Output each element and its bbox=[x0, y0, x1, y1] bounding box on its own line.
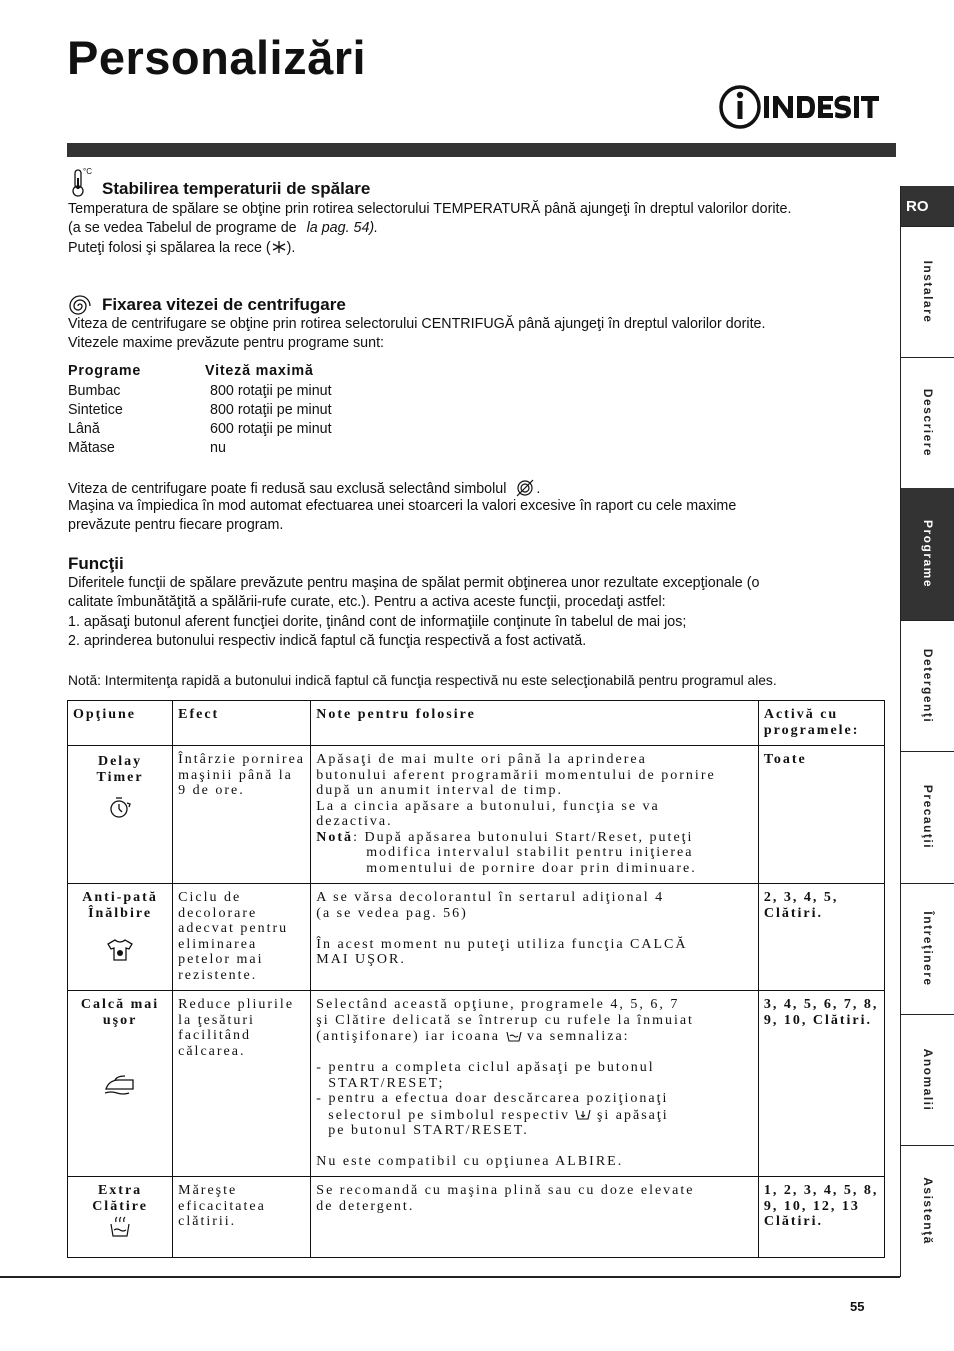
active-programs-cell: 2, 3, 4, 5, Clătiri. bbox=[758, 884, 884, 991]
note-line: de detergent. bbox=[316, 1198, 415, 1214]
functions-step-1: 1. apăsaţi butonul aferent funcţiei dorite, ţinând cont de informaţiile conţinute în tabelul de mai jos; bbox=[68, 614, 687, 630]
option-cell bbox=[68, 1177, 173, 1258]
page-number: 55 bbox=[850, 1299, 865, 1314]
extra-rinse-icon bbox=[109, 1216, 131, 1238]
language-label: RO bbox=[906, 198, 929, 215]
iron-icon bbox=[103, 1074, 137, 1096]
tab-label: Descriere bbox=[921, 388, 935, 457]
active-programs-cell: Toate bbox=[758, 746, 884, 884]
tab-anomalii[interactable] bbox=[901, 1014, 954, 1146]
indesit-logo-graphic bbox=[718, 84, 882, 130]
temperature-heading: Stabilirea temperaturii de spălare bbox=[102, 179, 371, 198]
option-cell bbox=[68, 991, 173, 1177]
language-tab[interactable] bbox=[901, 186, 954, 227]
note-line: momentului de pornire doar prin diminuare. bbox=[366, 860, 697, 876]
option-cell bbox=[68, 884, 173, 991]
spin-text-2: Vitezele maxime prevăzute pentru programe sunt: bbox=[68, 335, 385, 351]
note-line: Nu este compatibil cu opţiunea ALBIRE. bbox=[316, 1154, 624, 1169]
table-row-anti-pata bbox=[68, 884, 885, 991]
active-programs-cell bbox=[758, 1177, 884, 1258]
active-programs-rinse: Clătiri. bbox=[763, 1214, 823, 1229]
note-line: MAI UŞOR. bbox=[316, 952, 406, 967]
spin-note-3: prevăzute pentru fiecare program. bbox=[68, 517, 284, 533]
tab-label: Anomalii bbox=[921, 1048, 935, 1111]
note-text: va semnaliza: bbox=[527, 1029, 630, 1044]
note-line: Selectând această opţiune, programele 4, 5, 6, 7 bbox=[316, 997, 680, 1012]
option-cell bbox=[68, 746, 173, 884]
no-spin-icon bbox=[514, 478, 536, 498]
column-header-efect: Efect bbox=[173, 701, 311, 746]
temperature-text-2a: (a se vedea Tabelul de programe de bbox=[68, 220, 297, 236]
indesit-logo bbox=[718, 84, 882, 130]
notes-cell bbox=[311, 746, 759, 884]
tab-instalare[interactable] bbox=[901, 226, 954, 358]
note-line: modifica intervalul stabilit pentru iniţierea bbox=[366, 845, 694, 860]
spin-note-2: Maşina va împiedica în mod automat efectuarea unei stoarceri la valori excesive în raport cu cele maxime bbox=[68, 498, 737, 514]
temperature-text-3 bbox=[68, 239, 295, 258]
header-divider bbox=[67, 143, 896, 157]
note-line: dezactiva. bbox=[316, 814, 393, 829]
functions-text-2: calitate îmbunătăţită a spălării-rufe curate, etc.). Pentru a activa aceste funcţii, procedaţi astfel: bbox=[68, 594, 666, 610]
functions-text-1: Diferitele funcţii de spălare prevăzute pentru maşina de spălat permit obţinerea unor rezultate excepţionale (o bbox=[68, 575, 760, 591]
temperature-text-3b: ). bbox=[286, 240, 296, 256]
spin-note-1b: . bbox=[536, 481, 541, 497]
side-section-tabs bbox=[900, 186, 954, 1277]
note-line: după un anumit interval de timp. bbox=[316, 783, 564, 798]
speed-table-header-programe: Programe bbox=[68, 363, 142, 379]
note-line bbox=[316, 921, 753, 937]
column-header-optiune: Opţiune bbox=[68, 701, 173, 746]
tab-label: Precauţii bbox=[921, 784, 935, 850]
note-line: A se vărsa decolorantul în sertarul adiţional 4 bbox=[316, 890, 665, 905]
temperature-text-2 bbox=[68, 219, 378, 238]
bullet-line: START/RESET; bbox=[328, 1075, 445, 1091]
speed-program: Bumbac bbox=[68, 383, 121, 399]
tab-precautii[interactable] bbox=[901, 751, 954, 884]
note-text: (antişifonare) iar icoana bbox=[316, 1029, 500, 1044]
functions-note: Notă: Intermitenţa rapidă a butonului indică faptul că funcţia respectivă nu este selecţionabilă pentru programul ales. bbox=[68, 673, 777, 688]
column-header-note: Note pentru folosire bbox=[311, 701, 759, 746]
note-line: Se recomandă cu maşina plină sau cu doze elevate bbox=[316, 1183, 695, 1198]
notes-cell bbox=[311, 1177, 759, 1258]
active-programs-cell: 3, 4, 5, 6, 7, 8, 9, 10, Clătiri. bbox=[758, 991, 884, 1177]
effect-cell: Întârzie pornirea maşinii până la 9 de ore. bbox=[173, 746, 311, 884]
stained-shirt-icon bbox=[106, 937, 134, 963]
note-text: şi apăsaţi bbox=[596, 1107, 669, 1123]
nota-line bbox=[316, 830, 753, 846]
temperature-text-1: Temperatura de spălare se obţine prin rotirea selectorului TEMPERATURĂ până ajungeţi în dreptul valorilor dorite. bbox=[68, 201, 792, 217]
note-line bbox=[316, 1028, 753, 1045]
table-row-calca-mai-usor bbox=[68, 991, 885, 1177]
bullet-line: - pentru a completa ciclul apăsaţi pe butonul bbox=[316, 1060, 655, 1075]
nota-label: Notă bbox=[316, 829, 354, 845]
note-line: butonului aferent programării momentului de pornire bbox=[316, 767, 716, 783]
effect-cell: Ciclu de decolorare adecvat pentru eliminarea petelor mai rezistente. bbox=[173, 884, 311, 991]
page-title: Personalizări bbox=[67, 31, 367, 84]
cold-wash-icon bbox=[271, 240, 287, 254]
note-line: (a se vedea pag. 56) bbox=[316, 905, 468, 921]
note-line: şi Clătire delicată se întrerup cu rufele la înmuiat bbox=[316, 1012, 694, 1028]
note-text: selectorul pe simbolul respectiv bbox=[328, 1107, 570, 1123]
spacer bbox=[316, 1139, 753, 1155]
effect-cell: Reduce pliurile la ţesături facilitând călcarea. bbox=[173, 991, 311, 1177]
tab-intretinere[interactable] bbox=[901, 883, 954, 1015]
options-table bbox=[67, 700, 885, 1258]
speed-table-header-viteza: Viteză maximă bbox=[205, 363, 314, 379]
speed-program: Mătase bbox=[68, 440, 115, 456]
speed-value: 600 rotaţii pe minut bbox=[210, 421, 332, 437]
table-row-extra-clatire bbox=[68, 1177, 885, 1258]
tab-descriere[interactable] bbox=[901, 357, 954, 489]
speed-program: Sintetice bbox=[68, 402, 123, 418]
table-header-row bbox=[68, 701, 885, 746]
note-line: La a cincia apăsare a butonului, funcţia se va bbox=[316, 798, 660, 814]
bullet-line: pe butonul START/RESET. bbox=[328, 1123, 529, 1138]
speed-value: 800 rotaţii pe minut bbox=[210, 402, 332, 418]
tab-label: Instalare bbox=[921, 260, 935, 323]
tab-label: Întreţinere bbox=[921, 910, 935, 987]
soak-icon bbox=[506, 1028, 522, 1042]
notes-cell bbox=[311, 884, 759, 991]
temperature-text-3a: Puteţi folosi şi spălarea la rece ( bbox=[68, 240, 271, 256]
nota-text: : După apăsarea butonului Start/Reset, puteţi bbox=[353, 829, 694, 845]
note-line: Apăsaţi de mai multe ori până la aprinderea bbox=[316, 752, 647, 767]
bullet-line bbox=[316, 1107, 753, 1124]
spin-heading: Fixarea vitezei de centrifugare bbox=[102, 295, 346, 314]
tab-label: Detergenţi bbox=[921, 648, 935, 723]
spacer bbox=[316, 1045, 753, 1061]
bullet-line: - pentru a efectua doar descărcarea poziţionaţi bbox=[316, 1091, 669, 1106]
note-line: În acest moment nu puteţi utiliza funcţia CALCĂ bbox=[316, 936, 688, 952]
speed-program: Lână bbox=[68, 421, 100, 437]
option-name: Anti-pată Înălbire bbox=[82, 890, 158, 921]
spin-text-1: Viteza de centrifugare se obţine prin rotirea selectorului CENTRIFUGĂ până ajungeţi în dreptul valorilor dorite. bbox=[68, 316, 766, 332]
effect-cell: Măreşte eficacitatea clătirii. bbox=[173, 1177, 311, 1258]
footer-divider bbox=[0, 1276, 900, 1278]
option-name: Delay Timer bbox=[96, 754, 144, 785]
functions-heading: Funcţii bbox=[68, 554, 124, 573]
spin-note-1 bbox=[68, 478, 540, 499]
tab-asistenta[interactable] bbox=[901, 1145, 954, 1277]
tab-detergenti[interactable] bbox=[901, 620, 954, 752]
speed-value: nu bbox=[210, 440, 226, 456]
tab-programe[interactable] bbox=[901, 488, 954, 621]
delay-timer-icon bbox=[107, 795, 133, 821]
drain-icon bbox=[575, 1107, 591, 1121]
notes-cell bbox=[311, 991, 759, 1177]
celsius-unit: °C bbox=[83, 167, 92, 176]
tab-label: Asistenţă bbox=[921, 1177, 935, 1245]
active-programs-list: 1, 2, 3, 4, 5, 8, 9, 10, 12, 13 bbox=[763, 1183, 879, 1214]
option-name: Extra Clătire bbox=[92, 1183, 148, 1214]
functions-step-2: 2. aprinderea butonului respectiv indică faptul că funcţia respectivă a fost activată. bbox=[68, 633, 587, 649]
column-header-activa: Activă cu programele: bbox=[758, 701, 884, 746]
speed-value: 800 rotaţii pe minut bbox=[210, 383, 332, 399]
spin-note-1a: Viteza de centrifugare poate fi redusă sau exclusă selectând simbolul bbox=[68, 481, 507, 497]
tab-label: Programe bbox=[921, 519, 935, 589]
option-name: Calcă mai uşor bbox=[80, 997, 160, 1028]
page-reference: la pag. 54). bbox=[306, 220, 379, 236]
table-row-delay-timer bbox=[68, 746, 885, 884]
